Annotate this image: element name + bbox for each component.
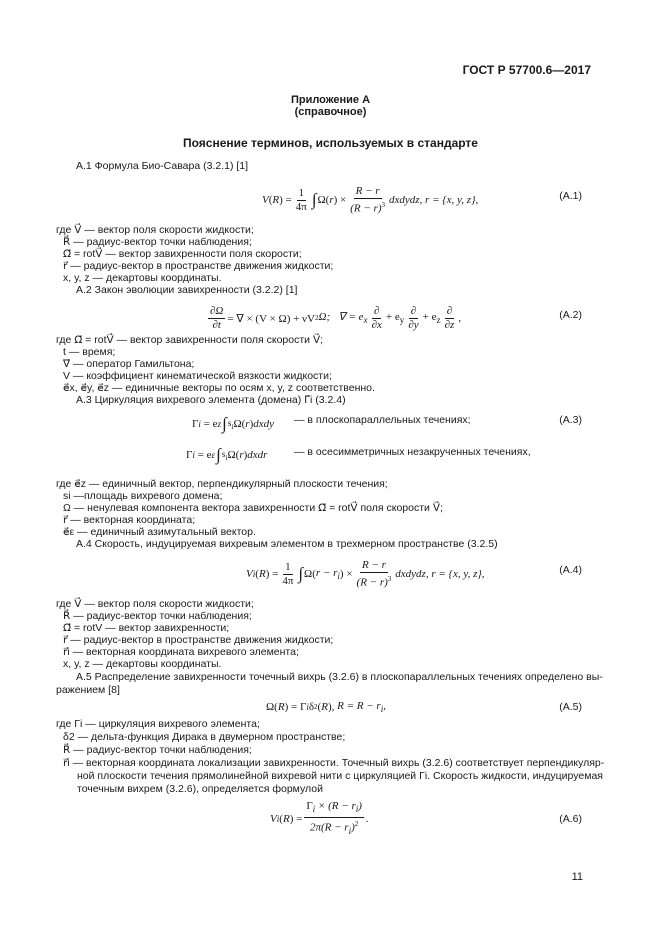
a2-def-5: e⃗x, e⃗y, e⃗z — единичные векторы по осям x, y, z соответственно.	[63, 382, 375, 394]
a1-def-5: x, y, z — декартовы координаты.	[63, 272, 222, 284]
a4-heading: А.4 Скорость, индуцируемая вихревым элементом в трехмерном пространстве (3.2.5)	[76, 538, 498, 550]
formula-a5: Ω( R ) = Γ i δ 2 ( R ), $R = R - r_i$,	[266, 699, 386, 715]
a5-heading-line1: А.5 Распределение завихренности точечный вихрь (3.2.6) в плоскопараллельных течениях определено вы-	[76, 671, 603, 683]
a5-def-1: где Γi — циркуляция вихревого элемента;	[56, 718, 260, 730]
formula-a1: V ( R ) = $\frac{1}{4\pi}$ ∫ Ω( r ) × $\frac{R - r}{(R - r)^3}$ dxdydz, r = {x, y, z},	[262, 184, 479, 215]
formula-a2: $\frac{\partial\Omega}{\partial t}$ = ∇ × (V × Ω) + νV 2 Ω; ∇ = $e_x$ $\frac{\partial}{\partial x}$ + $e_y$ $\frac{\partial}{\partial y}$ + $e_z$ $\frac{\partial}{\partial z}$ ,	[210, 304, 462, 331]
a3-heading: А.3 Циркуляция вихревого элемента (домена) Γ⃗i (3.2.4)	[76, 394, 346, 406]
a4-def-5: r⃗i — векторная координата вихревого элемента;	[63, 646, 299, 658]
a1-def-4: r⃗ — радиус-вектор в пространстве движения жидкости;	[63, 260, 334, 272]
a3-flow-plane: — в плоскопараллельных течениях;	[294, 414, 471, 426]
a4-def-6: x, y, z — декартовы координаты.	[63, 658, 222, 670]
a3-def-2: si —площадь вихревого домена;	[63, 490, 223, 502]
a5-def-2: δ2 — дельта-функция Дирака в двумерном пространстве;	[63, 731, 346, 743]
formula-a3-label: (A.3)	[559, 414, 582, 426]
a2-heading: А.2 Закон эволюции завихренности (3.2.2) [1]	[76, 284, 298, 296]
a3-def-1: где e⃗z — единичный вектор, перпендикулярный плоскости течения;	[56, 478, 388, 490]
formula-a2-label: (A.2)	[559, 309, 582, 321]
formula-a4-label: (A.4)	[559, 564, 582, 576]
formula-a6-label: (A.6)	[559, 813, 582, 825]
a4-def-3: Ω⃗ = rotV — вектор завихренности;	[63, 622, 230, 634]
formula-a1-label: (A.1)	[559, 190, 582, 202]
a3-def-3: Ω — ненулевая компонента вектора завихренности Ω⃗ = rotV⃗ поля скорости V⃗;	[63, 502, 443, 514]
a1-heading: А.1 Формула Био-Савара (3.2.1) [1]	[76, 160, 249, 172]
a5-def-5: ной плоскости течения прямолинейной вихревой нити с циркуляцией Γi. Скорость жидкости, индуцируемая	[77, 770, 603, 782]
a4-def-1: где V⃗ — вектор поля скорости жидкости;	[56, 598, 254, 610]
formula-a5-label: (A.5)	[559, 701, 582, 713]
a2-def-2: t — время;	[63, 346, 116, 358]
formula-a3-axisym: Γ i = e ε ∫ $s_i$ Ω( r ) dxdr	[186, 445, 268, 464]
formula-a6: V i ( R ) = $\frac{\Gamma_i \times (R - r_i)}{2\pi(R - r_i)^2}$ .	[270, 800, 369, 836]
a1-def-1: где V⃗ — вектор поля скорости жидкости;	[56, 224, 254, 236]
a1-def-3: Ω⃗ = rotV⃗ — вектор завихренности поля скорости;	[63, 248, 302, 260]
appendix-subtitle: (справочное)	[294, 106, 367, 118]
standard-number: ГОСТ Р 57700.6—2017	[462, 63, 591, 77]
formula-a3-plane: Γ i = e z ∫ $s_i$ Ω( r ) dxdy	[192, 414, 275, 433]
appendix-title: Приложение А	[290, 94, 371, 106]
a5-def-6: точечным вихрем (3.2.6), определяется формулой	[77, 783, 323, 795]
section-title: Пояснение терминов, используемых в стандарте	[183, 136, 478, 150]
a1-def-2: R⃗ — радиус-вектор точки наблюдения;	[63, 236, 252, 248]
page-number: 11	[571, 871, 583, 883]
a2-def-1: где Ω⃗ = rotV⃗ — вектор завихренности поля скорости V⃗;	[56, 334, 324, 346]
a3-flow-axisym: — в осесимметричных незакрученных течениях,	[294, 446, 531, 458]
a4-def-2: R⃗ — радиус-вектор точки наблюдения;	[63, 610, 252, 622]
a3-def-5: e⃗ε — единичный азимутальный вектор.	[63, 526, 256, 538]
a5-heading-line2: ражением [8]	[56, 684, 120, 696]
formula-a4: V i ( R ) = $\frac{1}{4\pi}$ ∫ Ω( $r - r_i$ ) × $\frac{R - r}{(R - r)^3}$ dxdydz, r = {x, y, z},	[246, 558, 485, 589]
a4-def-4: r⃗ — радиус-вектор в пространстве движения жидкости;	[63, 634, 334, 646]
a2-def-4: V — коэффициент кинематической вязкости жидкости;	[63, 370, 332, 382]
a2-def-3: ∇⃗ — оператор Гамильтона;	[63, 358, 195, 370]
a3-def-4: r⃗ — векторная координата;	[63, 514, 196, 526]
a5-def-4: r⃗i — векторная координата локализации завихренности. Точечный вихрь (3.2.6) соответствует перпендикуляр-	[63, 757, 605, 769]
a5-def-3: R⃗ — радиус-вектор точки наблюдения;	[63, 744, 252, 756]
